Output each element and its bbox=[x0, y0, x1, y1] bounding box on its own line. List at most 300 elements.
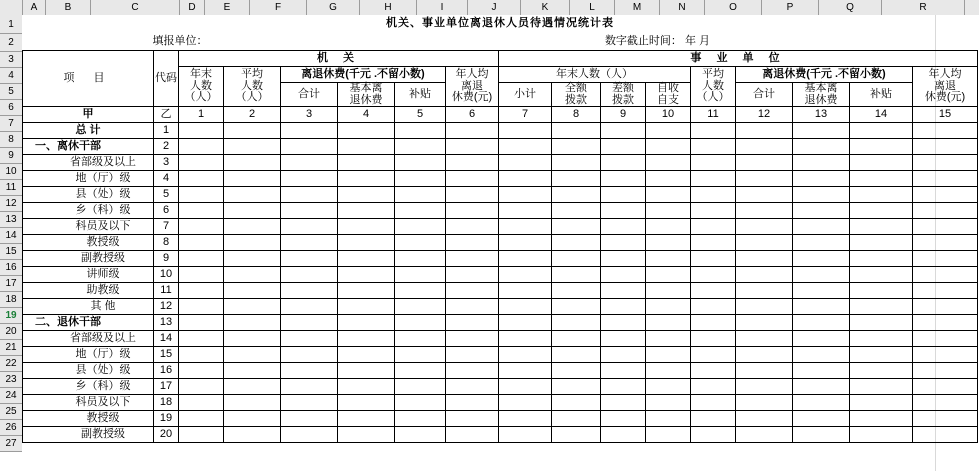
data-cell[interactable] bbox=[224, 235, 281, 251]
data-cell[interactable] bbox=[552, 411, 601, 427]
row-code[interactable]: 17 bbox=[154, 379, 179, 395]
row-code[interactable]: 6 bbox=[154, 203, 179, 219]
data-cell[interactable] bbox=[281, 411, 338, 427]
data-cell[interactable] bbox=[552, 123, 601, 139]
data-cell[interactable] bbox=[446, 331, 499, 347]
row-header-18[interactable]: 18 bbox=[0, 292, 22, 308]
data-cell[interactable] bbox=[736, 299, 793, 315]
row-header-24[interactable]: 24 bbox=[0, 388, 22, 404]
row-header-2[interactable]: 2 bbox=[0, 34, 22, 52]
row-label[interactable]: 县（处）级 bbox=[23, 187, 154, 203]
table-row[interactable] bbox=[23, 315, 978, 331]
data-cell[interactable] bbox=[646, 331, 691, 347]
data-cell[interactable] bbox=[338, 395, 395, 411]
row-header-23[interactable]: 23 bbox=[0, 372, 22, 388]
row-header-22[interactable]: 22 bbox=[0, 356, 22, 372]
data-cell[interactable] bbox=[736, 395, 793, 411]
data-cell[interactable] bbox=[446, 219, 499, 235]
data-cell[interactable] bbox=[691, 251, 736, 267]
row-code[interactable]: 4 bbox=[154, 171, 179, 187]
row-label[interactable]: 讲师级 bbox=[23, 267, 154, 283]
data-cell[interactable] bbox=[691, 235, 736, 251]
data-cell[interactable] bbox=[446, 171, 499, 187]
data-cell[interactable] bbox=[601, 411, 646, 427]
data-cell[interactable] bbox=[601, 219, 646, 235]
data-cell[interactable] bbox=[499, 363, 552, 379]
data-cell[interactable] bbox=[736, 363, 793, 379]
row-header-14[interactable]: 14 bbox=[0, 228, 22, 244]
data-cell[interactable] bbox=[850, 203, 913, 219]
data-cell[interactable] bbox=[224, 171, 281, 187]
data-cell[interactable] bbox=[395, 411, 446, 427]
data-cell[interactable] bbox=[552, 363, 601, 379]
data-cell[interactable] bbox=[338, 379, 395, 395]
data-cell[interactable] bbox=[499, 411, 552, 427]
data-cell[interactable] bbox=[224, 427, 281, 443]
table-row[interactable] bbox=[23, 123, 978, 139]
data-cell[interactable] bbox=[552, 379, 601, 395]
row-header-13[interactable]: 13 bbox=[0, 212, 22, 228]
data-cell[interactable] bbox=[736, 331, 793, 347]
col-header-P[interactable]: P bbox=[762, 0, 819, 15]
row-header-12[interactable]: 12 bbox=[0, 196, 22, 212]
data-cell[interactable] bbox=[281, 315, 338, 331]
data-cell[interactable] bbox=[646, 379, 691, 395]
data-cell[interactable] bbox=[691, 267, 736, 283]
data-cell[interactable] bbox=[736, 187, 793, 203]
data-cell[interactable] bbox=[499, 299, 552, 315]
data-cell[interactable] bbox=[913, 171, 978, 187]
data-cell[interactable] bbox=[338, 171, 395, 187]
col-header-O[interactable]: O bbox=[705, 0, 762, 15]
data-cell[interactable] bbox=[281, 299, 338, 315]
data-cell[interactable] bbox=[793, 219, 850, 235]
data-cell[interactable] bbox=[913, 123, 978, 139]
data-cell[interactable] bbox=[552, 347, 601, 363]
data-cell[interactable] bbox=[552, 155, 601, 171]
data-cell[interactable] bbox=[691, 363, 736, 379]
row-header-15[interactable]: 15 bbox=[0, 244, 22, 260]
data-cell[interactable] bbox=[646, 315, 691, 331]
row-code[interactable]: 12 bbox=[154, 299, 179, 315]
data-cell[interactable] bbox=[913, 395, 978, 411]
data-cell[interactable] bbox=[601, 331, 646, 347]
data-cell[interactable] bbox=[850, 395, 913, 411]
data-cell[interactable] bbox=[913, 299, 978, 315]
data-cell[interactable] bbox=[395, 347, 446, 363]
row-code[interactable]: 20 bbox=[154, 427, 179, 443]
data-cell[interactable] bbox=[793, 187, 850, 203]
data-cell[interactable] bbox=[179, 283, 224, 299]
data-cell[interactable] bbox=[281, 171, 338, 187]
data-cell[interactable] bbox=[691, 331, 736, 347]
data-cell[interactable] bbox=[913, 315, 978, 331]
row-code[interactable]: 15 bbox=[154, 347, 179, 363]
col-header-Q[interactable]: Q bbox=[819, 0, 882, 15]
data-cell[interactable] bbox=[224, 155, 281, 171]
row-header-5[interactable]: 5 bbox=[0, 84, 22, 100]
data-cell[interactable] bbox=[552, 395, 601, 411]
data-cell[interactable] bbox=[338, 203, 395, 219]
data-cell[interactable] bbox=[691, 347, 736, 363]
row-header-4[interactable]: 4 bbox=[0, 68, 22, 84]
data-cell[interactable] bbox=[224, 139, 281, 155]
data-cell[interactable] bbox=[646, 171, 691, 187]
data-cell[interactable] bbox=[552, 171, 601, 187]
data-cell[interactable] bbox=[499, 379, 552, 395]
data-cell[interactable] bbox=[552, 235, 601, 251]
row-header-10[interactable]: 10 bbox=[0, 164, 22, 180]
data-cell[interactable] bbox=[281, 235, 338, 251]
row-label[interactable]: 其 他 bbox=[23, 299, 154, 315]
row-label[interactable]: 教授级 bbox=[23, 411, 154, 427]
data-cell[interactable] bbox=[646, 411, 691, 427]
row-code[interactable]: 11 bbox=[154, 283, 179, 299]
data-cell[interactable] bbox=[446, 283, 499, 299]
row-code[interactable]: 18 bbox=[154, 395, 179, 411]
data-cell[interactable] bbox=[691, 155, 736, 171]
data-cell[interactable] bbox=[736, 347, 793, 363]
data-cell[interactable] bbox=[736, 219, 793, 235]
data-cell[interactable] bbox=[691, 283, 736, 299]
data-cell[interactable] bbox=[499, 331, 552, 347]
data-cell[interactable] bbox=[281, 155, 338, 171]
data-cell[interactable] bbox=[850, 187, 913, 203]
data-cell[interactable] bbox=[913, 155, 978, 171]
data-cell[interactable] bbox=[793, 299, 850, 315]
data-cell[interactable] bbox=[691, 315, 736, 331]
data-cell[interactable] bbox=[224, 123, 281, 139]
row-code[interactable]: 7 bbox=[154, 219, 179, 235]
data-cell[interactable] bbox=[224, 203, 281, 219]
data-cell[interactable] bbox=[395, 203, 446, 219]
data-cell[interactable] bbox=[736, 283, 793, 299]
data-cell[interactable] bbox=[646, 299, 691, 315]
row-label[interactable]: 一、离休干部 bbox=[23, 139, 154, 155]
data-cell[interactable] bbox=[446, 203, 499, 219]
data-cell[interactable] bbox=[601, 171, 646, 187]
data-cell[interactable] bbox=[179, 219, 224, 235]
data-cell[interactable] bbox=[446, 235, 499, 251]
data-cell[interactable] bbox=[736, 171, 793, 187]
data-cell[interactable] bbox=[499, 235, 552, 251]
data-cell[interactable] bbox=[338, 219, 395, 235]
data-cell[interactable] bbox=[338, 155, 395, 171]
data-cell[interactable] bbox=[601, 235, 646, 251]
data-cell[interactable] bbox=[552, 283, 601, 299]
data-cell[interactable] bbox=[179, 267, 224, 283]
data-cell[interactable] bbox=[395, 155, 446, 171]
data-cell[interactable] bbox=[179, 395, 224, 411]
data-cell[interactable] bbox=[552, 427, 601, 443]
row-header-1[interactable]: 1 bbox=[0, 15, 22, 34]
data-cell[interactable] bbox=[338, 347, 395, 363]
data-cell[interactable] bbox=[646, 427, 691, 443]
table-row[interactable] bbox=[23, 411, 978, 427]
row-header-20[interactable]: 20 bbox=[0, 324, 22, 340]
row-code[interactable]: 2 bbox=[154, 139, 179, 155]
data-cell[interactable] bbox=[601, 299, 646, 315]
data-cell[interactable] bbox=[179, 251, 224, 267]
data-cell[interactable] bbox=[646, 363, 691, 379]
data-cell[interactable] bbox=[793, 139, 850, 155]
data-cell[interactable] bbox=[793, 235, 850, 251]
data-cell[interactable] bbox=[499, 171, 552, 187]
data-cell[interactable] bbox=[691, 299, 736, 315]
row-header-11[interactable]: 11 bbox=[0, 180, 22, 196]
data-cell[interactable] bbox=[179, 379, 224, 395]
row-label[interactable]: 省部级及以上 bbox=[23, 331, 154, 347]
table-row[interactable] bbox=[23, 251, 978, 267]
data-cell[interactable] bbox=[793, 331, 850, 347]
data-cell[interactable] bbox=[646, 123, 691, 139]
data-cell[interactable] bbox=[281, 379, 338, 395]
row-header-6[interactable]: 6 bbox=[0, 100, 22, 116]
data-cell[interactable] bbox=[601, 155, 646, 171]
data-cell[interactable] bbox=[338, 411, 395, 427]
row-header-26[interactable]: 26 bbox=[0, 420, 22, 436]
data-cell[interactable] bbox=[446, 155, 499, 171]
row-label[interactable]: 副教授级 bbox=[23, 251, 154, 267]
row-code[interactable]: 14 bbox=[154, 331, 179, 347]
data-cell[interactable] bbox=[601, 427, 646, 443]
data-cell[interactable] bbox=[646, 203, 691, 219]
data-cell[interactable] bbox=[793, 123, 850, 139]
data-cell[interactable] bbox=[850, 139, 913, 155]
data-cell[interactable] bbox=[850, 235, 913, 251]
data-cell[interactable] bbox=[179, 299, 224, 315]
data-cell[interactable] bbox=[736, 123, 793, 139]
data-cell[interactable] bbox=[691, 379, 736, 395]
col-header-N[interactable]: N bbox=[660, 0, 705, 15]
data-cell[interactable] bbox=[446, 267, 499, 283]
data-cell[interactable] bbox=[913, 203, 978, 219]
data-cell[interactable] bbox=[646, 139, 691, 155]
data-cell[interactable] bbox=[395, 235, 446, 251]
data-cell[interactable] bbox=[913, 331, 978, 347]
data-cell[interactable] bbox=[281, 283, 338, 299]
data-cell[interactable] bbox=[446, 379, 499, 395]
row-header-8[interactable]: 8 bbox=[0, 132, 22, 148]
data-cell[interactable] bbox=[736, 235, 793, 251]
data-cell[interactable] bbox=[736, 427, 793, 443]
col-header-E[interactable]: E bbox=[205, 0, 250, 15]
data-cell[interactable] bbox=[793, 347, 850, 363]
data-cell[interactable] bbox=[338, 315, 395, 331]
row-header-3[interactable]: 3 bbox=[0, 52, 22, 68]
data-cell[interactable] bbox=[793, 171, 850, 187]
data-cell[interactable] bbox=[224, 395, 281, 411]
data-cell[interactable] bbox=[850, 411, 913, 427]
data-cell[interactable] bbox=[646, 235, 691, 251]
data-cell[interactable] bbox=[793, 363, 850, 379]
data-cell[interactable] bbox=[446, 395, 499, 411]
row-header-7[interactable]: 7 bbox=[0, 116, 22, 132]
sheet-area[interactable] bbox=[22, 15, 979, 471]
data-cell[interactable] bbox=[601, 347, 646, 363]
row-code[interactable]: 1 bbox=[154, 123, 179, 139]
data-cell[interactable] bbox=[395, 315, 446, 331]
data-cell[interactable] bbox=[179, 411, 224, 427]
data-cell[interactable] bbox=[850, 347, 913, 363]
data-cell[interactable] bbox=[913, 347, 978, 363]
row-header-27[interactable]: 27 bbox=[0, 436, 22, 452]
col-header-R[interactable]: R bbox=[882, 0, 965, 15]
data-cell[interactable] bbox=[338, 235, 395, 251]
col-header-C[interactable]: C bbox=[91, 0, 180, 15]
data-cell[interactable] bbox=[395, 427, 446, 443]
row-code[interactable]: 16 bbox=[154, 363, 179, 379]
data-cell[interactable] bbox=[179, 139, 224, 155]
data-cell[interactable] bbox=[281, 123, 338, 139]
data-cell[interactable] bbox=[338, 363, 395, 379]
data-cell[interactable] bbox=[395, 395, 446, 411]
data-cell[interactable] bbox=[446, 251, 499, 267]
data-cell[interactable] bbox=[499, 203, 552, 219]
row-code[interactable]: 19 bbox=[154, 411, 179, 427]
data-cell[interactable] bbox=[913, 411, 978, 427]
data-cell[interactable] bbox=[338, 139, 395, 155]
table-row[interactable] bbox=[23, 427, 978, 443]
data-cell[interactable] bbox=[179, 203, 224, 219]
data-cell[interactable] bbox=[338, 299, 395, 315]
data-cell[interactable] bbox=[338, 187, 395, 203]
table-row[interactable] bbox=[23, 155, 978, 171]
data-cell[interactable] bbox=[913, 283, 978, 299]
data-cell[interactable] bbox=[179, 187, 224, 203]
table-row[interactable] bbox=[23, 187, 978, 203]
data-cell[interactable] bbox=[499, 347, 552, 363]
data-cell[interactable] bbox=[499, 315, 552, 331]
data-cell[interactable] bbox=[281, 347, 338, 363]
data-cell[interactable] bbox=[179, 315, 224, 331]
data-cell[interactable] bbox=[850, 123, 913, 139]
data-cell[interactable] bbox=[850, 363, 913, 379]
data-cell[interactable] bbox=[224, 379, 281, 395]
data-cell[interactable] bbox=[499, 427, 552, 443]
data-cell[interactable] bbox=[224, 347, 281, 363]
data-cell[interactable] bbox=[850, 427, 913, 443]
row-code[interactable]: 3 bbox=[154, 155, 179, 171]
data-cell[interactable] bbox=[338, 427, 395, 443]
row-code[interactable]: 5 bbox=[154, 187, 179, 203]
row-header-9[interactable]: 9 bbox=[0, 148, 22, 164]
data-cell[interactable] bbox=[224, 187, 281, 203]
col-header-G[interactable]: G bbox=[307, 0, 360, 15]
table-row[interactable] bbox=[23, 379, 978, 395]
data-cell[interactable] bbox=[691, 139, 736, 155]
data-cell[interactable] bbox=[552, 267, 601, 283]
table-row[interactable] bbox=[23, 283, 978, 299]
data-cell[interactable] bbox=[646, 219, 691, 235]
data-cell[interactable] bbox=[552, 219, 601, 235]
col-header-I[interactable]: I bbox=[417, 0, 468, 15]
data-cell[interactable] bbox=[601, 123, 646, 139]
data-cell[interactable] bbox=[601, 395, 646, 411]
data-cell[interactable] bbox=[499, 139, 552, 155]
data-cell[interactable] bbox=[224, 251, 281, 267]
data-cell[interactable] bbox=[601, 251, 646, 267]
data-cell[interactable] bbox=[395, 123, 446, 139]
col-header-M[interactable]: M bbox=[615, 0, 660, 15]
data-cell[interactable] bbox=[281, 395, 338, 411]
data-cell[interactable] bbox=[281, 363, 338, 379]
data-cell[interactable] bbox=[601, 379, 646, 395]
data-cell[interactable] bbox=[224, 283, 281, 299]
row-header-16[interactable]: 16 bbox=[0, 260, 22, 276]
data-cell[interactable] bbox=[446, 315, 499, 331]
col-header-J[interactable]: J bbox=[468, 0, 521, 15]
data-cell[interactable] bbox=[179, 123, 224, 139]
data-cell[interactable] bbox=[646, 395, 691, 411]
data-cell[interactable] bbox=[179, 235, 224, 251]
data-cell[interactable] bbox=[281, 331, 338, 347]
data-cell[interactable] bbox=[850, 315, 913, 331]
data-cell[interactable] bbox=[691, 203, 736, 219]
data-cell[interactable] bbox=[793, 251, 850, 267]
col-header-H[interactable]: H bbox=[360, 0, 417, 15]
data-cell[interactable] bbox=[646, 267, 691, 283]
data-cell[interactable] bbox=[601, 363, 646, 379]
data-cell[interactable] bbox=[913, 139, 978, 155]
data-cell[interactable] bbox=[736, 315, 793, 331]
row-label[interactable]: 地（厅）级 bbox=[23, 347, 154, 363]
data-cell[interactable] bbox=[552, 251, 601, 267]
data-cell[interactable] bbox=[601, 187, 646, 203]
data-cell[interactable] bbox=[446, 123, 499, 139]
row-code[interactable]: 10 bbox=[154, 267, 179, 283]
data-cell[interactable] bbox=[601, 267, 646, 283]
row-label[interactable]: 省部级及以上 bbox=[23, 155, 154, 171]
data-cell[interactable] bbox=[691, 123, 736, 139]
data-cell[interactable] bbox=[736, 411, 793, 427]
data-cell[interactable] bbox=[281, 219, 338, 235]
data-cell[interactable] bbox=[793, 203, 850, 219]
row-label[interactable]: 科员及以下 bbox=[23, 219, 154, 235]
row-label[interactable]: 科员及以下 bbox=[23, 395, 154, 411]
data-cell[interactable] bbox=[499, 283, 552, 299]
data-cell[interactable] bbox=[913, 427, 978, 443]
data-cell[interactable] bbox=[552, 203, 601, 219]
data-cell[interactable] bbox=[793, 315, 850, 331]
data-cell[interactable] bbox=[446, 411, 499, 427]
data-cell[interactable] bbox=[179, 155, 224, 171]
data-cell[interactable] bbox=[446, 427, 499, 443]
data-cell[interactable] bbox=[850, 155, 913, 171]
data-cell[interactable] bbox=[224, 411, 281, 427]
data-cell[interactable] bbox=[179, 171, 224, 187]
table-row[interactable] bbox=[23, 219, 978, 235]
data-cell[interactable] bbox=[850, 251, 913, 267]
data-cell[interactable] bbox=[850, 219, 913, 235]
data-cell[interactable] bbox=[736, 139, 793, 155]
row-label[interactable]: 地（厅）级 bbox=[23, 171, 154, 187]
data-cell[interactable] bbox=[499, 187, 552, 203]
data-cell[interactable] bbox=[552, 139, 601, 155]
data-cell[interactable] bbox=[552, 187, 601, 203]
data-cell[interactable] bbox=[499, 395, 552, 411]
table-row[interactable] bbox=[23, 299, 978, 315]
data-cell[interactable] bbox=[850, 171, 913, 187]
data-cell[interactable] bbox=[793, 427, 850, 443]
table-row[interactable] bbox=[23, 139, 978, 155]
row-label[interactable]: 二、退休干部 bbox=[23, 315, 154, 331]
data-cell[interactable] bbox=[224, 267, 281, 283]
data-cell[interactable] bbox=[850, 267, 913, 283]
table-row[interactable] bbox=[23, 363, 978, 379]
row-label[interactable]: 助教级 bbox=[23, 283, 154, 299]
data-cell[interactable] bbox=[446, 187, 499, 203]
